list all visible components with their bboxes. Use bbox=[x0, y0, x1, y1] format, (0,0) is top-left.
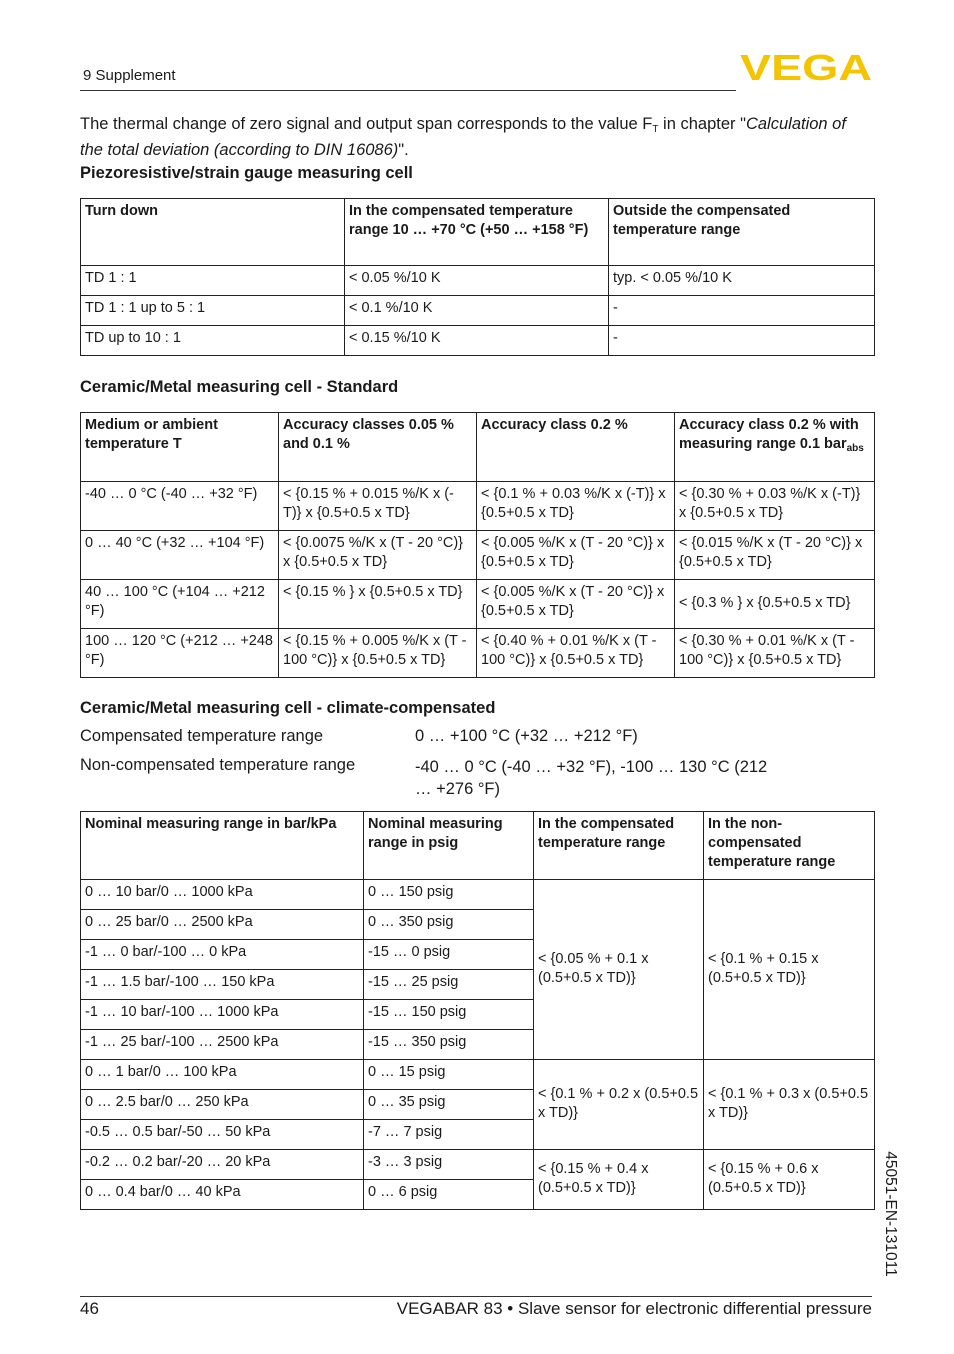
cell: -1 … 0 bar/-100 … 0 kPa bbox=[81, 940, 364, 970]
cell: < {0.15 % + 0.015 %/K x (-T)} x {0.5+0.5 x TD} bbox=[279, 482, 477, 531]
cell: TD 1 : 1 bbox=[81, 266, 345, 296]
cell: 40 … 100 °C (+104 … +212 °F) bbox=[81, 580, 279, 629]
cell: < {0.40 % + 0.01 %/K x (T - 100 °C)} x {0.5+0.5 x TD} bbox=[477, 629, 675, 678]
section3-heading: Ceramic/Metal measuring cell - climate-compensated bbox=[80, 699, 496, 717]
cell: 0 … 2.5 bar/0 … 250 kPa bbox=[81, 1090, 364, 1120]
cell: < 0.1 %/10 K bbox=[345, 296, 609, 326]
cell: < {0.15 % + 0.6 x (0.5+0.5 x TD)} bbox=[704, 1150, 875, 1210]
header-cell: Accuracy class 0.2 % with measuring range 0.1 bar$_{abs}$ bbox=[675, 413, 875, 482]
cell: -1 … 1.5 bar/-100 … 150 kPa bbox=[81, 970, 364, 1000]
vega-logo bbox=[740, 52, 872, 84]
cell: 100 … 120 °C (+212 … +248 °F) bbox=[81, 629, 279, 678]
cell: TD up to 10 : 1 bbox=[81, 326, 345, 356]
header-cell: Outside the compensated temperature range bbox=[609, 199, 875, 266]
cell: -15 … 350 psig bbox=[364, 1030, 534, 1060]
cell: - bbox=[609, 296, 875, 326]
noncomp-range-value: -40 … 0 °C (-40 … +32 °F), -100 … 130 °C (212 … +276 °F) bbox=[415, 758, 768, 798]
footer-title: VEGABAR 83 • Slave sensor for electronic differential pressure bbox=[396, 1299, 872, 1318]
cell: < {0.005 %/K x (T - 20 °C)} x {0.5+0.5 x TD} bbox=[477, 531, 675, 580]
cell: -0.5 … 0.5 bar/-50 … 50 kPa bbox=[81, 1120, 364, 1150]
cell: < {0.05 % + 0.1 x (0.5+0.5 x TD)} bbox=[534, 880, 704, 1060]
cell: < {0.015 %/K x (T - 20 °C)} x {0.5+0.5 x TD} bbox=[675, 531, 875, 580]
cell: < {0.3 % } x {0.5+0.5 x TD} bbox=[675, 580, 875, 629]
cell: < {0.15 % } x {0.5+0.5 x TD} bbox=[279, 580, 477, 629]
header-rule bbox=[80, 90, 736, 91]
comp-range-value: 0 … +100 °C (+32 … +212 °F) bbox=[415, 727, 638, 745]
header-cell: Accuracy classes 0.05 % and 0.1 % bbox=[279, 413, 477, 482]
header-cell: Nominal measuring range in psig bbox=[364, 812, 534, 880]
cell: < {0.1 % + 0.15 x (0.5+0.5 x TD)} bbox=[704, 880, 875, 1060]
cell: 0 … 25 bar/0 … 2500 kPa bbox=[81, 910, 364, 940]
cell: 0 … 40 °C (+32 … +104 °F) bbox=[81, 531, 279, 580]
header-cell: In the compensated temperature range bbox=[534, 812, 704, 880]
cell: < {0.1 % + 0.2 x (0.5+0.5 x TD)} bbox=[534, 1060, 704, 1150]
cell: 0 … 350 psig bbox=[364, 910, 534, 940]
section-header: 9 Supplement bbox=[83, 67, 176, 84]
climate-compensated-table bbox=[80, 811, 875, 1210]
header-cell: In the compensated temperature range 10 … +70 °C (+50 … +158 °F) bbox=[345, 199, 609, 266]
document-code: 45051-EN-131011 bbox=[882, 1151, 899, 1277]
cell: 0 … 1 bar/0 … 100 kPa bbox=[81, 1060, 364, 1090]
header-cell: Accuracy class 0.2 % bbox=[477, 413, 675, 482]
cell: -1 … 10 bar/-100 … 1000 kPa bbox=[81, 1000, 364, 1030]
cell: 0 … 15 psig bbox=[364, 1060, 534, 1090]
comp-range-label: Compensated temperature range bbox=[80, 727, 324, 745]
cell: < {0.005 %/K x (T - 20 °C)} x {0.5+0.5 x TD} bbox=[477, 580, 675, 629]
cell: -40 … 0 °C (-40 … +32 °F) bbox=[81, 482, 279, 531]
header-cell: Turn down bbox=[81, 199, 345, 266]
footer-rule bbox=[80, 1296, 872, 1297]
cell: < {0.0075 %/K x (T - 20 °C)} x {0.5+0.5 x TD} bbox=[279, 531, 477, 580]
cell: -15 … 0 psig bbox=[364, 940, 534, 970]
cell: < {0.30 % + 0.03 %/K x (-T)} x {0.5+0.5 x TD} bbox=[675, 482, 875, 531]
cell: < {0.1 % + 0.3 x (0.5+0.5 x TD)} bbox=[704, 1060, 875, 1150]
section1-heading: Piezoresistive/strain gauge measuring cell bbox=[80, 164, 413, 182]
page-number: 46 bbox=[80, 1299, 99, 1318]
cell: < {0.15 % + 0.005 %/K x (T - 100 °C)} x {0.5+0.5 x TD} bbox=[279, 629, 477, 678]
cell: typ. < 0.05 %/10 K bbox=[609, 266, 875, 296]
header-cell: Nominal measuring range in bar/kPa bbox=[81, 812, 364, 880]
logo-text: VEGA bbox=[740, 52, 872, 84]
section2-heading: Ceramic/Metal measuring cell - Standard bbox=[80, 378, 399, 396]
cell: < {0.1 % + 0.03 %/K x (-T)} x {0.5+0.5 x TD} bbox=[477, 482, 675, 531]
piezo-table bbox=[80, 198, 875, 356]
cell: -1 … 25 bar/-100 … 2500 kPa bbox=[81, 1030, 364, 1060]
cell: 0 … 35 psig bbox=[364, 1090, 534, 1120]
cell: -15 … 150 psig bbox=[364, 1000, 534, 1030]
cell: < {0.30 % + 0.01 %/K x (T - 100 °C)} x {0.5+0.5 x TD} bbox=[675, 629, 875, 678]
noncomp-range-label: Non-compensated temperature range bbox=[80, 756, 356, 774]
cell: -15 … 25 psig bbox=[364, 970, 534, 1000]
cell: 0 … 150 psig bbox=[364, 880, 534, 910]
cell: -3 … 3 psig bbox=[364, 1150, 534, 1180]
intro-paragraph: The thermal change of zero signal and output span corresponds to the value $F_T$ in chapter "Calculation of the total deviation (according to DIN 16086)". bbox=[80, 115, 846, 159]
cell: < 0.05 %/10 K bbox=[345, 266, 609, 296]
cell: 0 … 10 bar/0 … 1000 kPa bbox=[81, 880, 364, 910]
cell: 0 … 6 psig bbox=[364, 1180, 534, 1210]
cell: - bbox=[609, 326, 875, 356]
cell: 0 … 0.4 bar/0 … 40 kPa bbox=[81, 1180, 364, 1210]
header-cell: Medium or ambient temperature T bbox=[81, 413, 279, 482]
header-cell: In the non-compensated temperature range bbox=[704, 812, 875, 880]
cell: < 0.15 %/10 K bbox=[345, 326, 609, 356]
ceramic-standard-table bbox=[80, 412, 875, 678]
cell: -0.2 … 0.2 bar/-20 … 20 kPa bbox=[81, 1150, 364, 1180]
cell: < {0.15 % + 0.4 x (0.5+0.5 x TD)} bbox=[534, 1150, 704, 1210]
cell: TD 1 : 1 up to 5 : 1 bbox=[81, 296, 345, 326]
cell: -7 … 7 psig bbox=[364, 1120, 534, 1150]
